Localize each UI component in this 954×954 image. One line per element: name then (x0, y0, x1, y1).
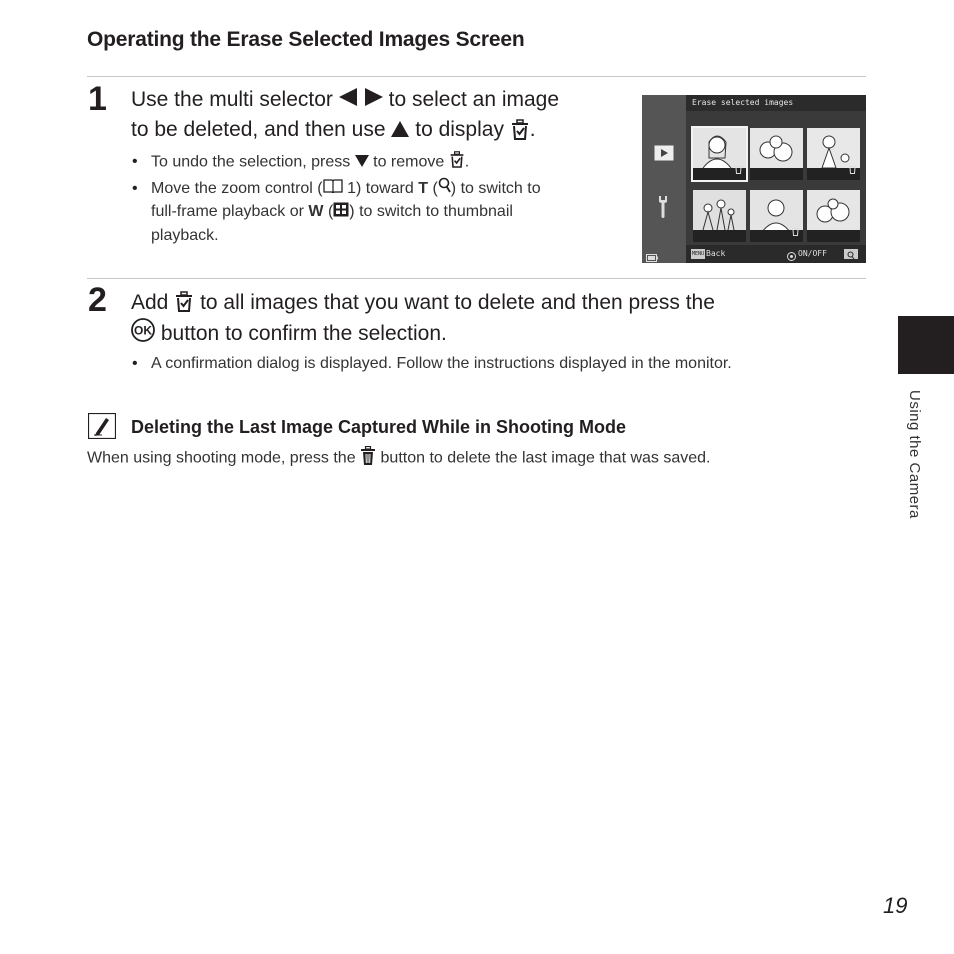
step-2-line2: button to confirm the selection. (160, 322, 447, 346)
thumbnail-portrait-selected[interactable] (693, 128, 746, 180)
menu-button-label: MENU (691, 251, 705, 257)
on-off-label: ON/OFF (798, 249, 827, 258)
bullet-text: to remove (373, 153, 445, 171)
step-2-bullets (132, 352, 832, 377)
step-1-line1-a: Use the multi selector (131, 88, 333, 111)
reference-page: 1 (347, 180, 356, 197)
bullet-text: ) to switch to thumbnail (349, 203, 513, 221)
bullet-text: ( (327, 203, 334, 221)
wide-label: W (308, 203, 324, 221)
trash-check-icon (449, 150, 465, 175)
note-text: button to delete the last image that was saved. (380, 449, 711, 467)
section-title: Operating the Erase Selected Images Screen (87, 28, 525, 51)
chapter-tab (898, 316, 954, 374)
svg-text:OK: OK (134, 323, 152, 338)
bullet-text: full-frame playback or (151, 203, 304, 221)
zoom-in-icon (438, 177, 451, 200)
bullet-text: To undo the selection, press (151, 153, 351, 171)
thumbnail-flowers-2[interactable] (807, 190, 860, 242)
list-item (132, 150, 612, 175)
playback-icon (654, 145, 674, 166)
step-1-bullets (132, 150, 612, 249)
tele-label: T (418, 180, 429, 197)
step-1-text (131, 85, 559, 146)
bullet-text: A confirmation dialog is displayed. Follow the instructions displayed in the monitor. (151, 355, 732, 372)
bullet-text: . (464, 153, 470, 171)
down-arrow-icon (355, 151, 369, 174)
camera-header: Erase selected images (686, 95, 866, 111)
divider (87, 76, 866, 77)
step-1-line2-b: to display (415, 118, 504, 142)
trash-icon (848, 161, 857, 179)
thumbnail-portrait-2[interactable] (750, 190, 803, 242)
list-item (132, 352, 832, 375)
note-body (87, 446, 711, 471)
camera-screen (642, 95, 866, 263)
trash-icon (791, 223, 800, 241)
up-arrow-icon (391, 116, 409, 146)
multi-selector-icon (787, 250, 796, 268)
battery-icon (646, 249, 658, 267)
trash-check-icon (510, 116, 530, 146)
step-1-line2-end: . (529, 118, 536, 142)
ok-button-icon (131, 318, 155, 351)
camera-footer (686, 245, 866, 263)
thumbnail-woman[interactable] (807, 128, 860, 180)
page-number: 19 (883, 893, 908, 918)
thumbnail-icon (333, 201, 349, 224)
bullet-text: ) to switch to (450, 180, 541, 197)
step-2-text (131, 288, 715, 351)
step-1-number: 1 (88, 80, 107, 118)
bullet-text: Move the zoom control ( (151, 180, 323, 197)
step-1-line2-a: to be deleted, and then use (131, 118, 386, 142)
step-2-number: 2 (88, 281, 107, 319)
thumbnail-flowers[interactable] (750, 128, 803, 180)
chapter-label: Using the Camera (906, 390, 923, 519)
bullet-text: ) toward (355, 180, 414, 197)
bullet-text: ( (432, 180, 438, 197)
back-label: Back (706, 249, 726, 258)
wrench-icon (656, 195, 670, 224)
trash-icon (734, 161, 743, 179)
note-text: When using shooting mode, press the (87, 449, 356, 467)
book-reference-icon (323, 177, 343, 200)
camera-left-panel (642, 95, 686, 263)
trash-icon (360, 446, 376, 471)
note-pencil-icon (88, 413, 116, 444)
bullet-text: playback. (151, 226, 219, 244)
zoom-icon (844, 249, 858, 259)
thumbnail-family[interactable] (693, 190, 746, 242)
note-title: Deleting the Last Image Captured While in Shooting Mode (131, 417, 627, 437)
multi-selector-left-right-icon (339, 85, 383, 115)
list-item (132, 177, 612, 247)
step-2-line1-a: Add (131, 291, 169, 314)
divider (87, 278, 866, 279)
trash-check-icon (174, 288, 194, 318)
step-1-line1-b: to select an image (388, 88, 560, 111)
step-2-line1-b: to all images that you want to delete and then press the (200, 291, 715, 314)
